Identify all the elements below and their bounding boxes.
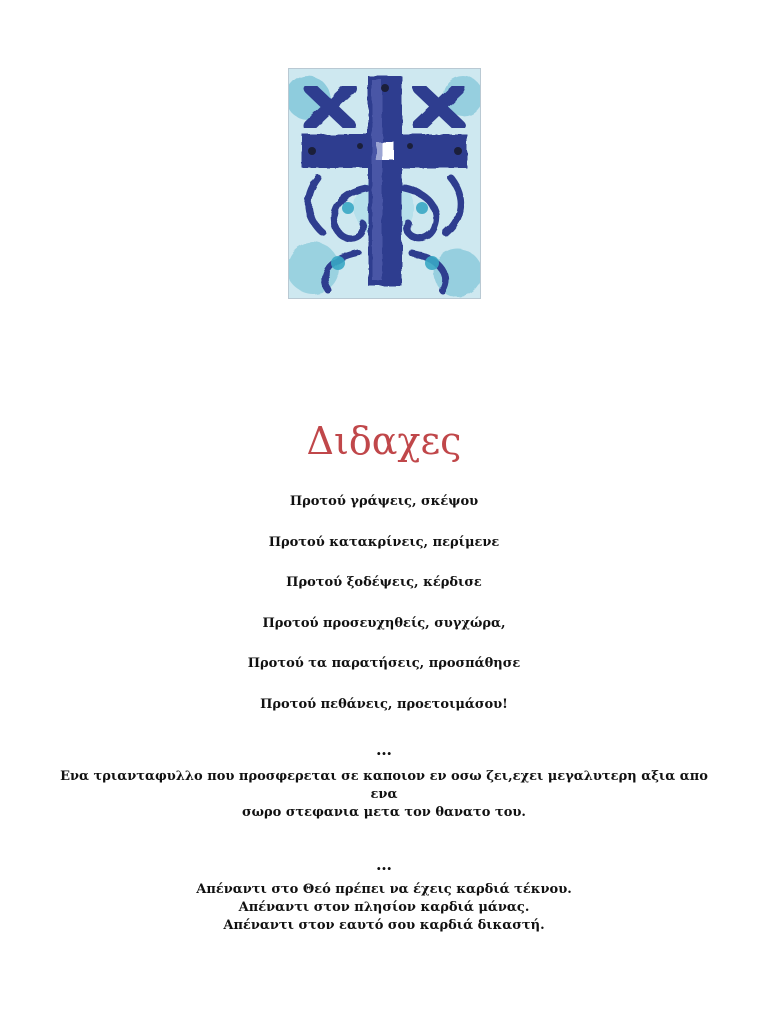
teaching-line-2: Προτού κατακρίνεις, περίμενε	[268, 535, 500, 550]
teaching-line-6: Προτού πεθάνεις, προετοιμάσου!	[260, 697, 508, 712]
quote-rose	[60, 768, 708, 822]
teaching-line-1: Προτού γράψεις, σκέψου	[289, 494, 479, 509]
quote-heart-line-2: Απέναντι στον πλησίον καρδιά μάνας.	[238, 900, 530, 915]
page-title: Διδαχες	[306, 419, 462, 463]
separator-ellipsis-2: …	[376, 855, 392, 874]
quote-heart-line-1: Απέναντι στο Θεό πρέπει να έχεις καρδιά τέκνου.	[196, 882, 572, 897]
quote-rose-line-1: Ενα τριανταφυλλο που προσφερεται σε καποιον εν οσω ζει,εχει μεγαλυτερη αξια απο ενα	[60, 769, 708, 802]
cross-tile-image	[288, 68, 481, 299]
quote-heart	[80, 881, 688, 935]
teaching-line-3: Προτού ξοδέψεις, κέρδισε	[286, 575, 482, 590]
teaching-line-4: Προτού προσευχηθείς, συγχώρα,	[262, 616, 506, 631]
quote-rose-line-2: σωρο στεφανια μετα τον θανατο του.	[242, 805, 526, 820]
quote-heart-line-3: Απέναντι στον εαυτό σου καρδιά δικαστή.	[223, 918, 545, 933]
separator-ellipsis-1: …	[376, 740, 392, 759]
teaching-line-5: Προτού τα παρατήσεις, προσπάθησε	[247, 656, 521, 671]
